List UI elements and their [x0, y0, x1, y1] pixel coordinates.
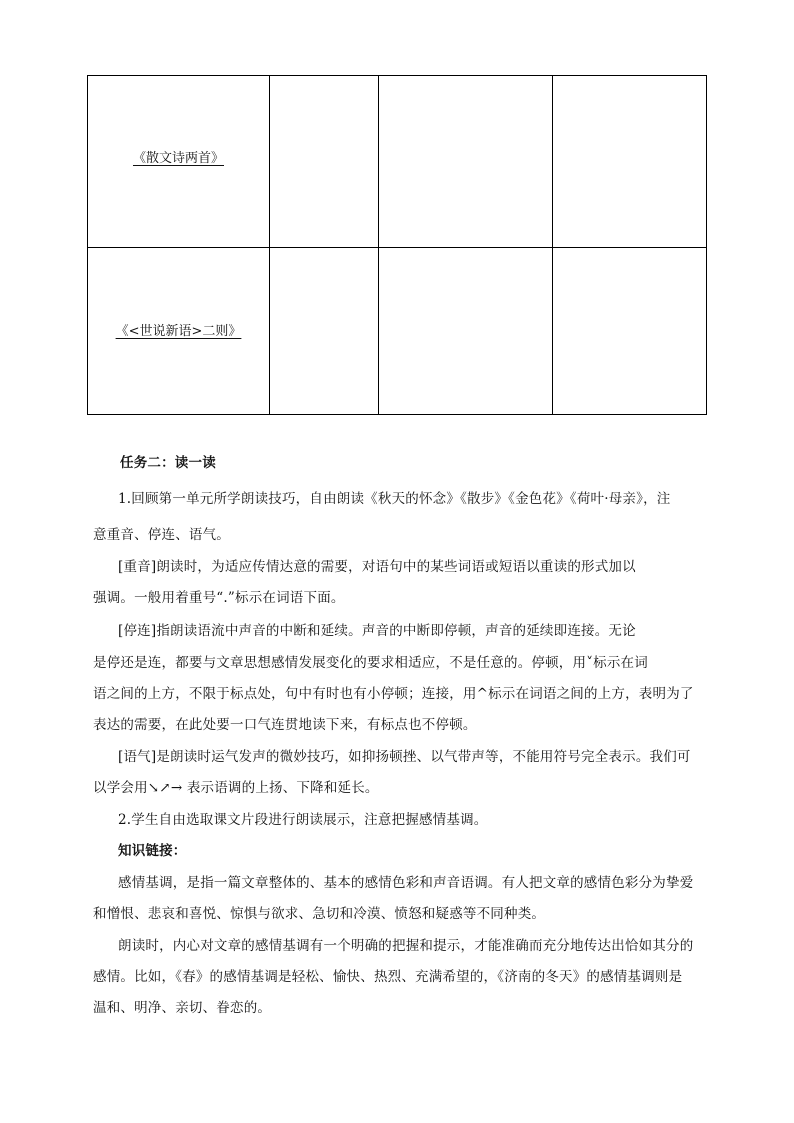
paragraph-line: 语之间的上方，不限于标点处，句中有时也有小停顿；连接，用^标示在词语之间的上方，表明为了 — [93, 686, 694, 702]
paragraph-line: [停连]指朗读语流中声音的中断和延续。声音的中断即停顿，声音的延续即连接。无论 — [118, 623, 636, 639]
table-cell-title — [88, 76, 270, 248]
table-cell-empty — [379, 76, 553, 248]
table-cell-empty — [270, 76, 379, 248]
paragraph-line: 和憎恨、悲哀和喜悦、惊惧与欲求、急切和冷漠、愤怒和疑惑等不同种类。 — [93, 906, 546, 922]
table-cell-empty — [270, 248, 379, 415]
paragraph-line: 感情。比如，《春》的感情基调是轻松、愉快、热烈、充满希望的，《济南的冬天》的感情基调则是 — [93, 969, 683, 985]
paragraph-line: 强调。一般用着重号“.”标示在词语下面。 — [93, 590, 345, 606]
knowledge-heading: 知识链接： — [118, 843, 187, 859]
paragraph-line: 1.回顾第一单元所学朗读技巧，自由朗读《秋天的怀念》《散步》《金色花》《荷叶·母亲》，注 — [118, 491, 671, 507]
text-title-link[interactable]: 《散文诗两首》 — [132, 151, 224, 166]
paragraph-line: 表达的需要，在此处要一口气连贯地读下来，有标点也不停顿。 — [93, 717, 477, 733]
text-title-link[interactable]: 《<世说新语>二则》 — [115, 323, 242, 339]
paragraph-line: [语气]是朗读时运气发声的微妙技巧，如抑扬顿挫、以气带声等，不能用符号完全表示。我们可 — [118, 749, 691, 765]
paragraph-line: 温和、明净、亲切、眷恋的。 — [93, 1000, 272, 1016]
task2-heading: 任务二：读一读 — [120, 455, 216, 471]
table-cell-empty — [553, 76, 707, 248]
table-row — [88, 248, 707, 415]
paragraph-line: 意重音、停连、语气。 — [93, 527, 230, 543]
table-cell-title — [88, 248, 270, 415]
table-cell-empty — [553, 248, 707, 415]
paragraph-line: [重音]朗读时，为适应传情达意的需要，对语句中的某些词语或短语以重读的形式加以 — [118, 559, 636, 575]
paragraph-line: 朗读时，内心对文章的感情基调有一个明确的把握和提示，才能准确而充分地传达出恰如其分的 — [118, 938, 694, 954]
paragraph-line: 2.学生自由选取课文片段进行朗读展示，注意把握感情基调。 — [118, 812, 488, 828]
reading-table — [87, 75, 707, 415]
paragraph-line: 以学会用↘↗→ 表示语调的上扬、下降和延长。 — [93, 780, 379, 796]
table-row — [88, 76, 707, 248]
paragraph-line: 是停还是连，都要与文章思想感情发展变化的要求相适应，不是任意的。停顿，用˅标示在词 — [93, 655, 648, 671]
paragraph-line: 感情基调，是指一篇文章整体的、基本的感情色彩和声音语调。有人把文章的感情色彩分为挚爱 — [118, 875, 694, 891]
table-cell-empty — [379, 248, 553, 415]
